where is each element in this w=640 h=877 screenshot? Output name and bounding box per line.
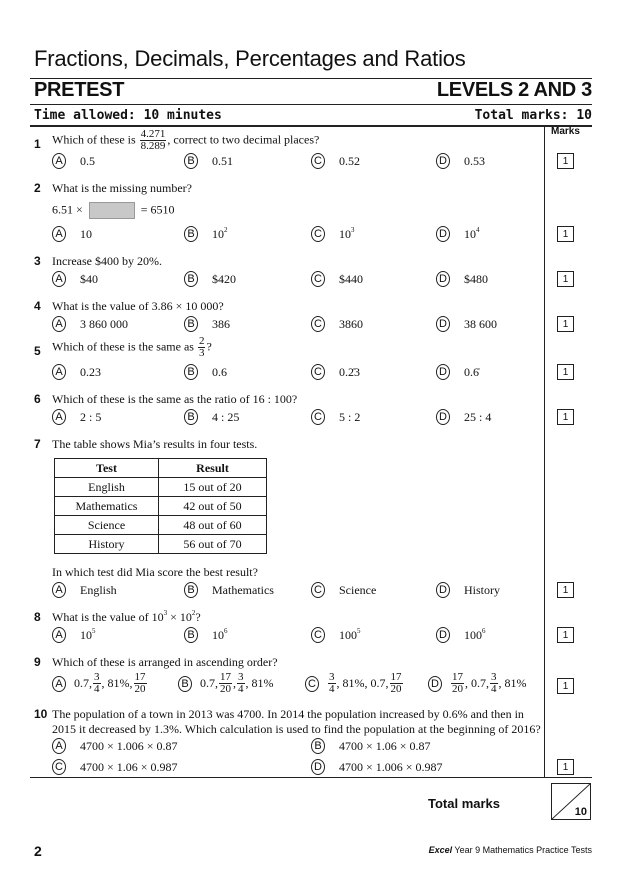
option-letter: B (184, 226, 198, 242)
brand-name: Excel (428, 845, 453, 855)
table-cell: 42 out of 50 (159, 497, 267, 516)
option-b[interactable] (184, 226, 228, 242)
option-letter: B (184, 582, 198, 598)
option-text: 10 (80, 226, 92, 241)
option-b[interactable] (184, 627, 228, 643)
option-d[interactable] (436, 364, 479, 380)
question-text: Which of these is the same as the ratio of 16 : 100? (52, 392, 298, 406)
fraction-numerator: 3 (491, 671, 497, 683)
option-text: , 81% (498, 676, 527, 690)
fraction-denominator: 8.289 (140, 140, 166, 152)
option-text (464, 227, 480, 242)
option-c[interactable] (311, 226, 355, 242)
option-letter: A (52, 364, 66, 380)
question-text: The table shows Mia’s results in four tests. (52, 437, 258, 451)
mark-box: 1 (557, 678, 574, 694)
fraction-denominator: 4 (94, 683, 100, 695)
question-number: 3 (34, 254, 41, 268)
table-header: Test (55, 459, 159, 478)
option-c[interactable] (311, 364, 360, 380)
table-cell: 56 out of 70 (159, 535, 267, 554)
option-letter: D (436, 582, 450, 598)
question-text: What is the value of 10 (52, 610, 164, 624)
power-base: 100 (339, 627, 357, 642)
option-letter: D (436, 271, 450, 287)
divider (30, 104, 592, 105)
power-base: 10 (212, 627, 224, 642)
option-letter: A (52, 676, 66, 692)
option-text: 0.51 (212, 153, 233, 168)
option-text: , 81%, (101, 676, 133, 690)
question-text: ? (206, 339, 212, 354)
table-row (55, 497, 267, 516)
option-a[interactable] (52, 226, 92, 242)
option-a[interactable] (52, 672, 148, 695)
total-marks-label: Total marks: 10 (474, 108, 592, 123)
question-text: What is the value of 3.86 × 10 000? (52, 299, 224, 313)
option-text: 4700 × 1.06 × 0.87 (339, 738, 431, 753)
option-b[interactable] (184, 582, 274, 598)
fraction-denominator: 20 (220, 683, 231, 695)
option-text: 4700 × 1.006 × 0.87 (80, 738, 178, 753)
option-letter: A (52, 409, 66, 425)
option-letter: C (311, 364, 325, 380)
option-letter: D (428, 676, 442, 692)
option-text: , (233, 676, 236, 690)
option-text (464, 628, 486, 643)
option-letter: C (311, 271, 325, 287)
option-letter: A (52, 153, 66, 169)
fraction-denominator: 4 (491, 683, 497, 695)
option-letter: B (184, 627, 198, 643)
option-text: 0.7, (74, 676, 92, 690)
question-number: 9 (34, 655, 41, 669)
option-letter: C (52, 759, 66, 775)
option-text: 0.6 (212, 364, 227, 379)
fraction-numerator: 3 (94, 671, 100, 683)
option-text: 25 : 4 (464, 409, 492, 424)
power-exponent: 5 (357, 626, 361, 635)
option-text: 5 : 2 (339, 409, 361, 424)
table-row (55, 516, 267, 535)
table-row (55, 535, 267, 554)
option-letter: D (436, 153, 450, 169)
option-text (80, 628, 96, 643)
option-text: , 81% (245, 676, 274, 690)
power-exponent: 2 (224, 225, 228, 234)
option-letter: D (311, 759, 325, 775)
power-exponent: 3 (163, 609, 168, 617)
option-text (339, 227, 355, 242)
option-letter: B (184, 153, 198, 169)
equation (52, 202, 175, 219)
question-text: The population of a town in 2013 was 4700. In 2014 the population increased by 0.6% and then in (52, 707, 524, 721)
option-a[interactable] (52, 364, 101, 380)
option-letter: B (184, 409, 198, 425)
option-d[interactable] (436, 582, 500, 598)
question-5-text (52, 336, 212, 359)
option-text: 0.7, (200, 676, 218, 690)
option-text (212, 628, 228, 643)
table-cell: 15 out of 20 (159, 478, 267, 497)
table-cell: Science (55, 516, 159, 535)
power-exponent: 4 (476, 225, 480, 234)
fraction-numerator: 3 (329, 671, 335, 683)
question-number: 1 (34, 137, 41, 151)
fraction-numerator: 17 (134, 671, 146, 683)
mark-box: 1 (557, 627, 574, 643)
question-number: 10 (34, 707, 48, 721)
table-row (55, 478, 267, 497)
table-cell: History (55, 535, 159, 554)
option-text (212, 227, 228, 242)
option-text: $480 (464, 271, 488, 286)
question-1-text (52, 129, 319, 152)
power-base: 10 (212, 226, 224, 241)
fraction (390, 672, 403, 695)
option-text: Science (339, 582, 377, 597)
option-d[interactable] (428, 672, 527, 695)
option-letter: A (52, 316, 66, 332)
mark-box: 1 (557, 226, 574, 242)
power-base: 100 (464, 627, 482, 642)
option-letter: C (311, 153, 325, 169)
total-marks-box (551, 783, 591, 820)
question-text: × 10 (167, 610, 192, 624)
mark-box: 1 (557, 409, 574, 425)
option-d[interactable] (436, 316, 497, 332)
option-text: 4700 × 1.006 × 0.987 (339, 759, 443, 774)
option-letter: A (52, 582, 66, 598)
power-base: 10 (80, 627, 92, 642)
option-a[interactable] (52, 153, 95, 169)
marks-column-divider (544, 126, 545, 778)
option-letter: C (311, 409, 325, 425)
option-letter: C (311, 627, 325, 643)
power-exponent: 6 (482, 626, 486, 635)
option-letter: D (436, 409, 450, 425)
option-text: $440 (339, 271, 363, 286)
table-cell: 48 out of 60 (159, 516, 267, 535)
fraction-numerator: 3 (238, 671, 244, 683)
book-footer (429, 845, 592, 855)
option-c[interactable] (311, 316, 363, 332)
option-b[interactable] (184, 153, 233, 169)
option-letter: A (52, 627, 66, 643)
question-text: In which test did Mia score the best result? (52, 565, 258, 579)
fraction (219, 672, 232, 695)
table-header-row (55, 459, 267, 478)
topic-title: Fractions, Decimals, Percentages and Ratios (34, 46, 466, 71)
power-exponent: 3 (351, 225, 355, 234)
mark-box: 1 (557, 316, 574, 332)
fraction-denominator: 3 (198, 347, 205, 359)
option-text: 0.52 (339, 153, 360, 168)
option-letter: A (52, 738, 66, 754)
mark-box: 1 (557, 364, 574, 380)
equation-right: = 6510 (140, 202, 175, 217)
option-text: 0.2̇3 (339, 364, 360, 379)
option-text: 0.5 (80, 153, 95, 168)
option-letter: C (311, 316, 325, 332)
marks-column-heading: Marks (551, 126, 580, 137)
fraction-denominator: 4 (238, 683, 244, 695)
option-letter: C (311, 582, 325, 598)
question-text: Which of these is arranged in ascending order? (52, 655, 278, 669)
divider (30, 777, 592, 778)
fraction-numerator: 17 (220, 671, 231, 683)
fraction-denominator: 20 (390, 683, 402, 695)
fraction-numerator: 17 (452, 671, 463, 683)
question-number: 6 (34, 392, 41, 406)
fraction-denominator: 20 (452, 683, 463, 695)
option-letter: B (311, 738, 325, 754)
option-a[interactable] (52, 582, 117, 598)
option-b[interactable] (184, 271, 236, 287)
option-b[interactable] (184, 364, 227, 380)
option-letter: D (436, 226, 450, 242)
option-a[interactable] (52, 409, 101, 425)
option-text: 4700 × 1.06 × 0.987 (80, 759, 178, 774)
fraction (328, 672, 336, 695)
option-letter: A (52, 271, 66, 287)
option-text: 3860 (339, 316, 363, 331)
option-a[interactable] (52, 316, 128, 332)
option-letter: B (184, 316, 198, 332)
fraction (134, 672, 147, 695)
fraction (237, 672, 245, 695)
option-text: 3 860 000 (80, 316, 128, 331)
fraction (490, 672, 498, 695)
question-text: , correct to two decimal places? (167, 132, 320, 147)
option-text: $420 (212, 271, 236, 286)
table-header: Result (159, 459, 267, 478)
power-base: 10 (339, 226, 351, 241)
mark-box: 1 (557, 153, 574, 169)
option-text: Mathematics (212, 582, 274, 597)
option-d[interactable] (436, 226, 480, 242)
fraction-numerator: 2 (198, 335, 205, 347)
option-letter: D (436, 316, 450, 332)
question-text: Increase $400 by 20%. (52, 254, 162, 268)
option-text: 0.53 (464, 153, 485, 168)
table-cell: Mathematics (55, 497, 159, 516)
power-exponent: 5 (92, 626, 96, 635)
option-d[interactable] (436, 153, 485, 169)
option-b[interactable] (311, 738, 431, 754)
option-a[interactable] (52, 738, 178, 754)
option-text: English (80, 582, 117, 597)
option-c[interactable] (311, 271, 363, 287)
equation-left: 6.51 × (52, 202, 83, 217)
question-text: Which of these is the same as (52, 339, 194, 354)
option-c[interactable] (311, 153, 360, 169)
option-text: $40 (80, 271, 98, 286)
option-text: 386 (212, 316, 230, 331)
option-b[interactable] (178, 672, 274, 695)
option-d[interactable] (311, 759, 443, 775)
option-text: , 81%, 0.7, (336, 676, 389, 690)
option-d[interactable] (436, 627, 486, 643)
option-c[interactable] (311, 627, 361, 643)
option-a[interactable] (52, 271, 98, 287)
fraction-numerator: 4.271 (140, 128, 166, 140)
option-b[interactable] (184, 316, 230, 332)
page-number: 2 (34, 843, 42, 859)
option-d[interactable] (436, 271, 488, 287)
divider (30, 125, 592, 127)
option-letter: B (178, 676, 192, 692)
option-text: 2 : 5 (80, 409, 102, 424)
levels-heading: LEVELS 2 AND 3 (436, 79, 592, 101)
option-a[interactable] (52, 627, 96, 643)
fraction (451, 672, 464, 695)
fraction (198, 336, 206, 359)
mark-box: 1 (557, 582, 574, 598)
question-number: 8 (34, 610, 41, 624)
option-text (339, 628, 361, 643)
question-number: 5 (34, 344, 41, 358)
option-b[interactable] (184, 409, 239, 425)
option-c[interactable] (305, 672, 404, 695)
option-c[interactable] (311, 582, 376, 598)
option-letter: B (184, 364, 198, 380)
option-c[interactable] (52, 759, 178, 775)
option-letter: C (305, 676, 319, 692)
option-letter: A (52, 226, 66, 242)
power-exponent: 6 (224, 626, 228, 635)
option-d[interactable] (436, 409, 491, 425)
option-letter: C (311, 226, 325, 242)
option-text: 4 : 25 (212, 409, 240, 424)
time-allowed: Time allowed: 10 minutes (34, 108, 222, 123)
option-c[interactable] (311, 409, 360, 425)
total-marks-value: 10 (574, 806, 587, 818)
answer-blank[interactable] (89, 202, 135, 219)
fraction-denominator: 4 (329, 683, 335, 695)
fraction-numerator: 17 (390, 671, 402, 683)
power-exponent: 2 (191, 609, 196, 617)
option-text: History (464, 582, 500, 597)
option-text: 0.6̇ (464, 364, 479, 379)
mark-box: 1 (557, 759, 574, 775)
question-number: 7 (34, 437, 41, 451)
question-text: Which of these is (52, 132, 136, 147)
table-cell: English (55, 478, 159, 497)
question-text: ? (195, 610, 201, 624)
question-number: 2 (34, 181, 41, 195)
total-marks-footer-label: Total marks (428, 796, 501, 811)
fraction (93, 672, 101, 695)
power-base: 10 (464, 226, 476, 241)
question-text: What is the missing number? (52, 181, 192, 195)
question-number: 4 (34, 299, 41, 313)
results-table (54, 458, 267, 554)
fraction (140, 129, 167, 152)
option-letter: D (436, 364, 450, 380)
option-text: 38 600 (464, 316, 497, 331)
question-text: 2015 it decreased by 1.3%. Which calculation is used to find the population at the beginning of 2016? (52, 722, 541, 736)
test-name: PRETEST (34, 79, 125, 101)
book-title: Year 9 Mathematics Practice Tests (452, 845, 592, 855)
option-text: , 0.7, (465, 676, 489, 690)
option-letter: B (184, 271, 198, 287)
option-text: 0.23 (80, 364, 101, 379)
question-8-text (52, 610, 201, 625)
fraction-denominator: 20 (134, 683, 146, 695)
option-letter: D (436, 627, 450, 643)
mark-box: 1 (557, 271, 574, 287)
